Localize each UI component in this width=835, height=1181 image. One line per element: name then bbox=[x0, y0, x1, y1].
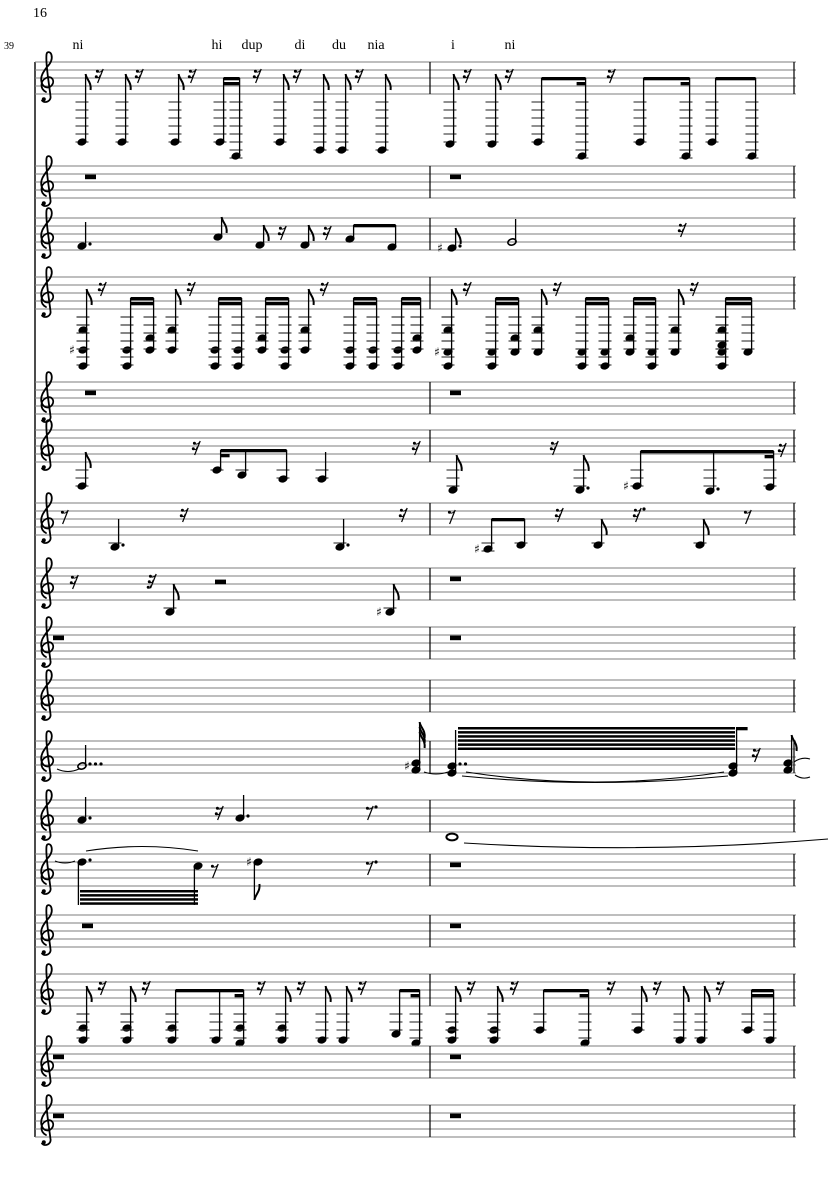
treble-clef-icon bbox=[41, 372, 53, 422]
beam bbox=[496, 297, 519, 300]
beam bbox=[266, 302, 289, 305]
sharp-sign: ♯ bbox=[404, 759, 410, 773]
dot bbox=[88, 242, 91, 245]
dot bbox=[121, 543, 124, 546]
partial-beam bbox=[737, 727, 748, 730]
rest-16 bbox=[257, 981, 265, 995]
rest-8 bbox=[366, 805, 378, 820]
tie bbox=[794, 758, 810, 762]
note bbox=[488, 986, 503, 1044]
tie bbox=[57, 769, 79, 772]
beamed-group bbox=[716, 297, 755, 370]
rest-16 bbox=[253, 69, 261, 83]
staff-12 bbox=[35, 790, 828, 848]
beamed-group bbox=[532, 77, 589, 160]
staff-10 bbox=[35, 670, 796, 720]
rest-16 bbox=[716, 981, 724, 995]
whole-rest bbox=[450, 1055, 461, 1060]
note bbox=[574, 455, 590, 494]
note bbox=[316, 986, 331, 1044]
note bbox=[337, 986, 352, 1044]
note bbox=[255, 225, 269, 249]
note bbox=[235, 795, 250, 822]
rest-16 bbox=[355, 69, 363, 83]
treble-clef-icon bbox=[41, 493, 53, 543]
beamed-group bbox=[742, 989, 777, 1044]
beamed-group bbox=[631, 450, 777, 495]
dot bbox=[346, 543, 349, 546]
beam bbox=[586, 302, 609, 305]
beamed-group bbox=[624, 297, 659, 370]
rest-16 bbox=[412, 441, 420, 455]
treble-clef-icon bbox=[41, 790, 53, 840]
note bbox=[411, 722, 425, 774]
flag bbox=[496, 74, 501, 90]
beam bbox=[752, 989, 774, 992]
dot bbox=[642, 507, 645, 510]
rest-16 bbox=[653, 981, 661, 995]
partial-beam bbox=[221, 454, 230, 457]
tremolo-beam bbox=[458, 735, 735, 738]
lyric-syllable: ni bbox=[504, 38, 516, 53]
flag bbox=[87, 289, 92, 305]
treble-clef-icon bbox=[41, 156, 53, 206]
whole-rest bbox=[53, 636, 64, 641]
whole-notehead bbox=[446, 834, 457, 841]
whole-rest bbox=[450, 391, 461, 396]
treble-clef-icon bbox=[41, 964, 53, 1014]
beam bbox=[219, 302, 242, 305]
lyric-syllable: ni bbox=[72, 38, 84, 53]
beamed-group bbox=[209, 297, 245, 370]
dot bbox=[458, 762, 461, 765]
measure-number: 39 bbox=[4, 41, 14, 52]
rest-16 bbox=[135, 69, 143, 83]
whole-rest bbox=[450, 1114, 461, 1119]
flag bbox=[264, 225, 269, 241]
flag bbox=[324, 74, 329, 90]
flag bbox=[131, 986, 136, 1002]
beam bbox=[634, 297, 656, 300]
rest-16 bbox=[320, 282, 328, 296]
staff-4 bbox=[35, 267, 796, 370]
rest-16 bbox=[550, 441, 558, 455]
treble-clef-icon bbox=[41, 1095, 53, 1145]
rest-16 bbox=[142, 981, 150, 995]
flag bbox=[684, 986, 689, 1002]
partial-beam bbox=[411, 994, 420, 997]
note bbox=[446, 834, 457, 841]
flag bbox=[584, 455, 589, 471]
rest-16 bbox=[752, 748, 760, 762]
note bbox=[77, 858, 92, 905]
beam bbox=[131, 302, 154, 305]
whole-rest bbox=[450, 175, 461, 180]
dot bbox=[88, 858, 91, 861]
beamed-group bbox=[344, 297, 380, 370]
partial-beam bbox=[580, 994, 589, 997]
beamed-group bbox=[486, 297, 522, 370]
beam bbox=[354, 297, 377, 300]
note bbox=[444, 74, 459, 148]
lyric-syllable: du bbox=[332, 38, 346, 53]
rest-16 bbox=[98, 282, 106, 296]
partial-beam bbox=[765, 455, 774, 458]
flag bbox=[87, 986, 92, 1002]
note bbox=[77, 986, 92, 1044]
treble-clef-icon bbox=[41, 558, 53, 608]
rest-16 bbox=[293, 69, 301, 83]
page-number: 16 bbox=[33, 6, 47, 21]
rest-16 bbox=[607, 69, 615, 83]
flag bbox=[286, 986, 291, 1002]
rest-16 bbox=[607, 981, 615, 995]
treble-clef-icon bbox=[41, 905, 53, 955]
note bbox=[632, 986, 647, 1034]
staff-11 bbox=[35, 722, 810, 783]
beam bbox=[544, 989, 589, 992]
beam bbox=[752, 994, 774, 997]
beam bbox=[224, 82, 240, 85]
note bbox=[116, 74, 131, 146]
staff-17 bbox=[35, 1095, 796, 1145]
staff-3 bbox=[35, 208, 796, 258]
tremolo-beam bbox=[458, 743, 735, 746]
rest-16 bbox=[278, 226, 286, 240]
note bbox=[121, 986, 136, 1044]
sharp-sign: ♯ bbox=[246, 855, 252, 869]
note bbox=[728, 727, 738, 777]
rest-16 bbox=[180, 508, 188, 522]
note bbox=[532, 289, 547, 356]
tremolo-beam bbox=[458, 748, 735, 751]
sharp-sign: ♯ bbox=[376, 605, 382, 619]
flag bbox=[679, 289, 684, 305]
flag bbox=[326, 986, 331, 1002]
tremolo-beam bbox=[80, 902, 198, 905]
flag bbox=[86, 74, 91, 90]
beamed-group bbox=[256, 297, 292, 370]
flag bbox=[642, 986, 647, 1002]
beam bbox=[726, 297, 752, 300]
staff-2 bbox=[35, 156, 796, 206]
dot bbox=[94, 762, 97, 765]
rest-16 bbox=[778, 443, 786, 457]
note bbox=[166, 289, 181, 354]
rest-16 bbox=[678, 223, 686, 237]
rest-8 bbox=[61, 510, 68, 524]
beam bbox=[586, 297, 609, 300]
note bbox=[694, 519, 709, 549]
flag bbox=[222, 217, 227, 233]
treble-clef-icon bbox=[41, 670, 53, 720]
rest-16 bbox=[70, 575, 78, 589]
treble-clef-icon bbox=[41, 52, 53, 102]
note bbox=[276, 986, 291, 1044]
tie bbox=[795, 775, 810, 778]
note bbox=[253, 858, 263, 900]
flag bbox=[346, 74, 351, 90]
staff-6 bbox=[35, 420, 796, 495]
rest-16 bbox=[188, 69, 196, 83]
beam bbox=[354, 302, 377, 305]
rest-16 bbox=[192, 441, 200, 455]
treble-clef-icon bbox=[41, 1036, 53, 1086]
dot bbox=[99, 762, 102, 765]
tremolo-beam bbox=[80, 890, 198, 893]
lyric-syllable: di bbox=[294, 38, 306, 53]
sharp-sign: ♯ bbox=[69, 343, 75, 357]
whole-rest bbox=[85, 175, 96, 180]
beam bbox=[542, 77, 586, 80]
treble-clef-icon bbox=[41, 208, 53, 258]
rest-16 bbox=[690, 282, 698, 296]
note bbox=[300, 225, 314, 249]
tremolo-beam bbox=[458, 739, 735, 742]
treble-clef-icon bbox=[41, 617, 53, 667]
beam bbox=[400, 989, 420, 992]
partial-beam bbox=[681, 82, 690, 85]
rest-16 bbox=[510, 981, 518, 995]
sharp-sign: ♯ bbox=[474, 542, 480, 556]
beam bbox=[644, 77, 690, 80]
flag bbox=[284, 74, 289, 90]
dot bbox=[374, 860, 377, 863]
tremolo-beam bbox=[80, 898, 198, 901]
whole-rest bbox=[53, 1055, 64, 1060]
staff-8 bbox=[35, 558, 796, 619]
rest-16 bbox=[555, 508, 563, 522]
dot bbox=[464, 762, 467, 765]
rest-16 bbox=[98, 981, 106, 995]
rest-16 bbox=[95, 69, 103, 83]
beam bbox=[176, 989, 244, 992]
sharp-sign: ♯ bbox=[437, 241, 443, 255]
beam bbox=[131, 297, 154, 300]
note bbox=[316, 452, 329, 483]
lyric-syllable: dup bbox=[241, 38, 263, 53]
note bbox=[486, 74, 501, 148]
flag bbox=[705, 986, 710, 1002]
staff-5 bbox=[35, 372, 796, 422]
flag bbox=[456, 986, 461, 1002]
staff-9 bbox=[35, 617, 796, 667]
rest-16 bbox=[505, 69, 513, 83]
flag bbox=[457, 455, 462, 471]
tremolo-beam bbox=[458, 731, 735, 734]
beam bbox=[726, 302, 752, 305]
rest-16 bbox=[553, 282, 561, 296]
rest-16 bbox=[463, 69, 471, 83]
staff-1 bbox=[35, 52, 796, 160]
flag bbox=[179, 74, 184, 90]
partial-beam bbox=[235, 994, 244, 997]
note bbox=[447, 228, 462, 252]
beam bbox=[219, 297, 242, 300]
note bbox=[669, 289, 684, 356]
whole-rest bbox=[450, 863, 461, 868]
note bbox=[213, 217, 227, 241]
beam bbox=[716, 77, 756, 80]
treble-clef-icon bbox=[41, 844, 53, 894]
flag bbox=[309, 225, 314, 241]
rest-16 bbox=[323, 226, 331, 240]
half-rest bbox=[215, 580, 226, 585]
dot bbox=[88, 762, 91, 765]
beam bbox=[266, 297, 289, 300]
partial-beam bbox=[577, 82, 586, 85]
note bbox=[592, 519, 607, 549]
beam bbox=[634, 302, 656, 305]
flag bbox=[309, 289, 314, 305]
flag bbox=[176, 289, 181, 305]
note bbox=[299, 289, 314, 354]
note bbox=[446, 986, 461, 1044]
tremolo-beam bbox=[458, 727, 735, 730]
whole-rest bbox=[82, 924, 93, 929]
rest-16 bbox=[358, 981, 366, 995]
rest-8 bbox=[366, 860, 378, 875]
staff-14 bbox=[35, 905, 796, 955]
beam bbox=[641, 450, 774, 453]
beamed-group bbox=[392, 297, 424, 370]
whole-rest bbox=[85, 391, 96, 396]
beamed-group bbox=[345, 224, 397, 251]
note bbox=[447, 455, 462, 494]
flag bbox=[386, 74, 391, 90]
note bbox=[274, 74, 289, 146]
rest-16 bbox=[187, 282, 195, 296]
note bbox=[76, 452, 91, 490]
flag bbox=[454, 74, 459, 90]
lyric-syllable: nia bbox=[367, 38, 385, 53]
rest-16 bbox=[463, 282, 471, 296]
rest-16 bbox=[399, 508, 407, 522]
beam bbox=[402, 297, 421, 300]
staff-15 bbox=[35, 964, 796, 1047]
treble-clef-icon bbox=[41, 267, 53, 317]
beam bbox=[221, 449, 287, 452]
sharp-sign: ♯ bbox=[623, 479, 629, 493]
rest-16 bbox=[633, 507, 646, 522]
flag bbox=[542, 289, 547, 305]
dot bbox=[374, 805, 377, 808]
tie bbox=[86, 847, 198, 852]
note bbox=[695, 986, 710, 1044]
rest-8 bbox=[211, 864, 218, 878]
staff-7 bbox=[35, 493, 796, 556]
tie bbox=[464, 839, 828, 848]
dot bbox=[586, 486, 589, 489]
tremolo-beam bbox=[80, 894, 198, 897]
whole-rest bbox=[450, 577, 461, 582]
note bbox=[169, 74, 184, 146]
staff-13 bbox=[35, 844, 796, 905]
dot bbox=[458, 244, 461, 247]
beam bbox=[354, 224, 396, 227]
rest-8 bbox=[448, 510, 455, 524]
beam bbox=[492, 518, 525, 521]
treble-clef-icon bbox=[41, 731, 53, 781]
dot bbox=[716, 487, 719, 490]
beamed-group bbox=[214, 77, 243, 160]
rest-16 bbox=[297, 981, 305, 995]
beam bbox=[224, 77, 240, 80]
beamed-group bbox=[121, 297, 157, 370]
beam bbox=[402, 302, 421, 305]
beam bbox=[496, 302, 519, 305]
note bbox=[76, 74, 91, 146]
whole-rest bbox=[53, 1114, 64, 1119]
whole-rest bbox=[450, 924, 461, 929]
whole-rest bbox=[450, 636, 461, 641]
beamed-group bbox=[706, 77, 759, 160]
beamed-group bbox=[576, 297, 612, 370]
rest-8 bbox=[744, 510, 751, 524]
flag bbox=[126, 74, 131, 90]
beamed-group bbox=[482, 518, 528, 553]
lyric-syllable: hi bbox=[211, 38, 223, 53]
beamed-group bbox=[634, 77, 693, 160]
flag bbox=[498, 986, 503, 1002]
note bbox=[674, 986, 689, 1044]
sharp-sign: ♯ bbox=[434, 345, 440, 359]
dot bbox=[246, 814, 249, 817]
rest-16 bbox=[467, 981, 475, 995]
flag bbox=[347, 986, 352, 1002]
treble-clef-icon bbox=[41, 420, 53, 470]
lyric-syllable: i bbox=[451, 38, 455, 53]
note bbox=[77, 797, 92, 824]
dot bbox=[88, 816, 91, 819]
flag bbox=[452, 289, 457, 305]
